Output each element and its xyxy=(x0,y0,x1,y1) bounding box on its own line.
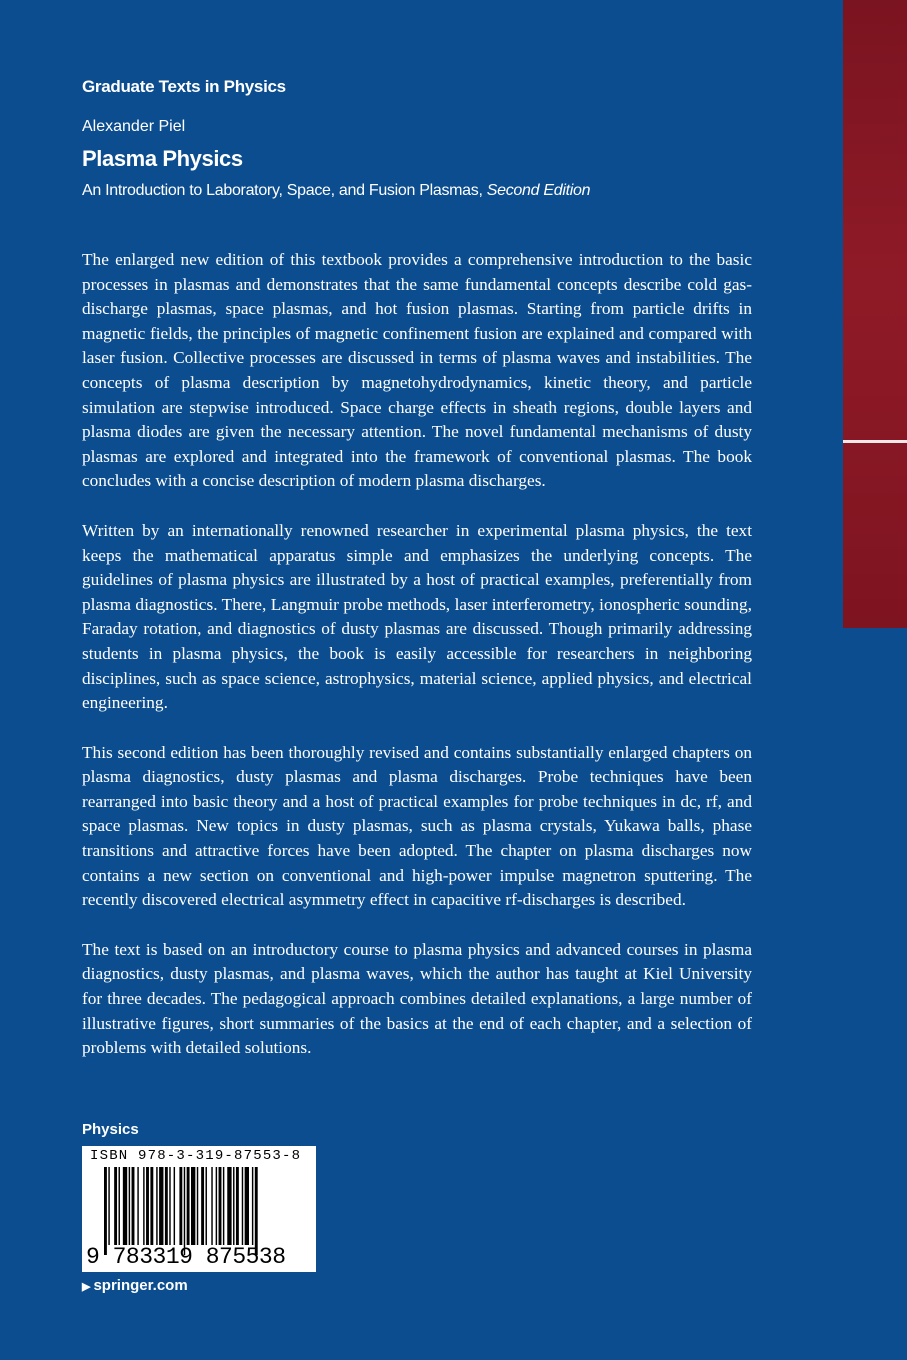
book-subtitle xyxy=(82,182,590,200)
author-name: Alexander Piel xyxy=(82,118,186,135)
barcode-bar xyxy=(143,1167,144,1245)
barcode-bar xyxy=(165,1167,168,1245)
barcode-bar xyxy=(132,1167,135,1245)
barcode-bar xyxy=(123,1167,127,1245)
barcode-bar xyxy=(216,1167,217,1245)
barcode-bar xyxy=(119,1167,120,1245)
barcode-bar xyxy=(156,1167,157,1245)
barcode-bar xyxy=(104,1167,107,1255)
arrow-right-icon: ▶ xyxy=(82,1281,91,1293)
barcode-bar xyxy=(197,1167,198,1245)
barcode-bar xyxy=(137,1167,138,1245)
barcode-bar xyxy=(242,1167,243,1245)
barcode-bar xyxy=(108,1167,109,1245)
barcode-bar xyxy=(206,1167,207,1245)
barcode-bar xyxy=(159,1167,163,1245)
blurb-paragraph: The enlarged new edition of this textbook provides a comprehensive introduction to the basic processes in plasmas and demonstrates that the same fundamental concepts describe cold gas-discharge plasmas, space plasmas, and hot fusion plasmas. Starting from particle drifts in magnetic fields, the principles of magnetic confinement fusion are explained and compared with laser fusion. Collective processes are discussed in terms of plasma waves and instabilities. The concepts of plasma description by magnetohydrodynamics, kinetic theory, and particle simulation are stepwise introduced. Space charge effects in sheath regions, double layers and plasma diodes are given the necessary attention. The novel fundamental mechanisms of dusty plasmas are explored and integrated into the framework of conventional plasmas. The book concludes with a concise description of modern plasma discharges. xyxy=(82,250,752,491)
barcode-bar xyxy=(129,1167,130,1245)
barcode-bar xyxy=(169,1167,170,1245)
barcode-bar xyxy=(236,1167,239,1245)
barcode-bar xyxy=(211,1167,212,1245)
series-name: Graduate Texts in Physics xyxy=(82,77,286,96)
barcode-bar xyxy=(179,1167,182,1245)
blurb-paragraph: This second edition has been thoroughly revised and contains substantially enlarged chapters on plasma diagnostics, dusty plasmas and plasma discharges. Probe techniques have been rearranged into basic theory and a host of practical examples for probe techniques in dc, rf, and space plasmas. New topics in dusty plasmas, such as plasma crystals, Yukawa balls, phase transitions and attractive forces have been adopted. The chapter on plasma discharges now contains a new section on conventional and high-power impulse magnetron sputtering. The recently discovered electrical asymmetry effect in capacitive rf-discharges is described. xyxy=(82,742,752,910)
barcode-bar xyxy=(150,1167,153,1245)
subtitle-main: An Introduction to Laboratory, Space, and Fusion Plasmas, xyxy=(82,182,487,199)
barcode-bar xyxy=(174,1167,175,1245)
spine-accent-band xyxy=(843,0,907,628)
publisher-link-text: springer.com xyxy=(93,1277,188,1294)
barcode-bar xyxy=(146,1167,149,1245)
barcode-bar xyxy=(245,1167,249,1245)
blurb-paragraph: Written by an internationally renowned researcher in experimental plasma physics, the text keeps the mathematical apparatus simple and emphasizes the underlying concepts. The guidelines of plasma physics are illustrated by a host of practical examples, preferentially from plasma diagnostics. There, Langmuir probe methods, laser interferometry, ionospheric sounding, Faraday rotation, and diagnostics of dusty plasmas are discussed. Though primarily addressing students in plasma physics, the book is easily accessible for researchers in neighboring disciplines, such as space science, astrophysics, material science, applied physics, and electrical engineering. xyxy=(82,520,752,713)
barcode-bar xyxy=(201,1167,204,1245)
barcode-bar xyxy=(223,1167,224,1245)
blurb-body xyxy=(82,248,752,1086)
barcode-bar xyxy=(255,1167,258,1255)
blurb-paragraph: The text is based on an introductory course to plasma physics and advanced courses in plasma diagnostics, dusty plasmas, and plasma waves, which the author has taught at Kiel University for three decades. The pedagogical approach combines detailed explanations, a large number of illustrative figures, short summaries of the basics at the end of each chapter, and a selection of problems with detailed solutions. xyxy=(82,939,752,1058)
subtitle-edition: Second Edition xyxy=(486,182,591,199)
subject-category: Physics xyxy=(82,1121,139,1138)
barcode-bar xyxy=(184,1167,185,1255)
barcode-bar xyxy=(219,1167,222,1245)
barcode-bar xyxy=(233,1167,234,1245)
barcode-bar xyxy=(187,1167,190,1245)
barcode-bar xyxy=(252,1167,253,1245)
spine-divider-line xyxy=(843,440,907,443)
barcode-bar xyxy=(227,1167,231,1245)
barcode-bar xyxy=(114,1167,117,1245)
publisher-link[interactable] xyxy=(82,1277,188,1294)
isbn-label: ISBN 978-3-319-87553-8 xyxy=(90,1148,302,1164)
barcode-bar xyxy=(191,1167,195,1245)
book-title: Plasma Physics xyxy=(82,146,243,171)
isbn-barcode xyxy=(82,1146,316,1272)
barcode-digits: 9 783319 875538 xyxy=(86,1244,286,1270)
